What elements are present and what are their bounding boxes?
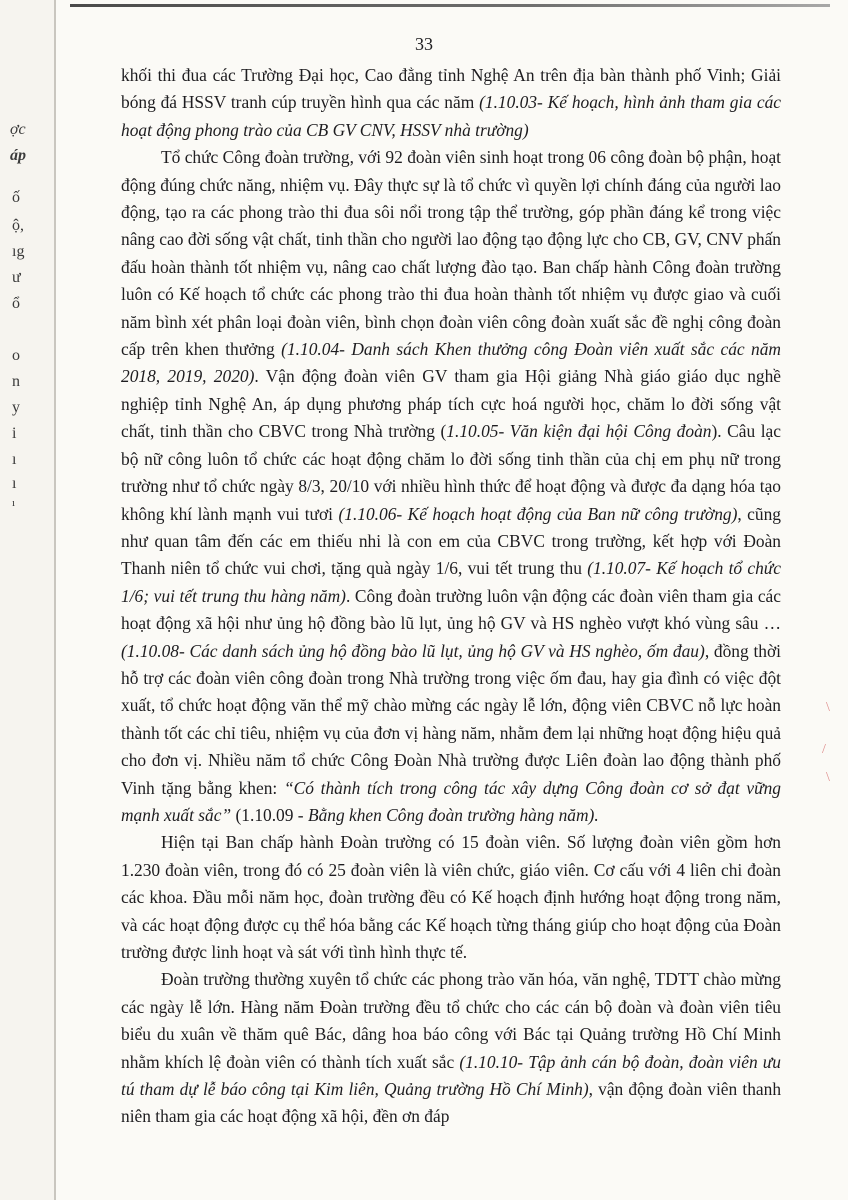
evidence-reference: (1.10.07- Kế hoạch tổ chức 1/6; vui tết trung thu hàng năm) (121, 558, 781, 606)
evidence-reference: (1.10.04- Danh sách Khen thưởng công Đoàn viên xuất sắc các năm 2018, 2019, 2020) (121, 339, 781, 387)
margin-fragment: ı (12, 497, 16, 509)
paragraph (121, 144, 781, 829)
text-run: Tổ chức Công đoàn trường, với 92 đoàn viên sinh hoạt trong 06 công đoàn bộ phận, hoạt động đúng chức năng, nhiệm vụ. Đây thực sự là tổ chức vì quyền lợi chính đáng của người lao động, tạo ra các phong trào thi đua sôi nổi trong tập thể trường, góp phần đáng kể trong việc nâng cao đời sống vật chất, tinh thần cho người lao động tạo động lực cho CB, GV, CNV phấn đấu hoàn thành tốt nhiệm vụ, nâng cao chất lượng đào tạo. Ban chấp hành Công đoàn trường luôn có Kế hoạch tổ chức các phong trào thi đua hoàn thành tốt nhiệm vụ được giao và cuối năm bình xét phân loại đoàn viên, bình chọn đoàn viên công đoàn xuất sắc đề nghị công đoàn cấp trên khen thưởng (121, 147, 781, 360)
scan-top-edge (70, 4, 830, 7)
margin-fragment: ı (12, 451, 17, 468)
margin-fragment: y (12, 399, 20, 416)
evidence-reference: (1.10.03- Kế hoạch, hình ảnh tham gia các hoạt động phong trào của CB GV CNV, HSSV nhà trường) (121, 92, 781, 140)
text-run: Hiện tại Ban chấp hành Đoàn trường có 15 đoàn viên. Số lượng đoàn viên gồm hơn 1.230 đoàn viên, trong đó có 25 đoàn viên là viên chức, giáo viên. Cơ cấu với 4 liên chi đoàn các khoa. Đầu mỗi năm học, đoàn trường đều có Kế hoạch định hướng hoạt động trong năm, và các hoạt động được cụ thể hóa bằng các Kế hoạch từng tháng giúp cho hoạt động của Đoàn trường được linh hoạt và sát với tình hình thực tế. (121, 832, 781, 962)
text-run: . Vận động đoàn viên GV tham gia Hội giảng Nhà giáo giáo dục nghề nghiệp tỉnh Nghệ An, áp dụng phương pháp tích cực hoá người học, chăm lo đời sống vật chất, tinh thần cho CBVC trong Nhà trường ( (121, 366, 781, 442)
paragraph (121, 829, 781, 966)
evidence-reference: (1.10.06- Kế hoạch hoạt động của Ban nữ công trường) (338, 503, 738, 524)
paragraph (121, 62, 781, 144)
margin-fragment: ıg (12, 243, 25, 260)
evidence-reference: (1.10.10- Tập ảnh cán bộ đoàn, đoàn viên ưu tú tham dự lễ báo công tại Kim liên, Quảng trường Hồ Chí Minh) (121, 1051, 781, 1100)
margin-fragment: ợc (10, 121, 26, 138)
text-run: . Công đoàn trường luôn vận động các đoàn viên tham gia các hoạt động xã hội như ủng hộ đồng bào lũ lụt, ủng hộ GV và HS nghèo vượt khó vùng sâu … (121, 585, 781, 634)
body-text (121, 62, 781, 1131)
text-run: Đoàn trường thường xuyên tổ chức các phong trào văn hóa, văn nghệ, TDTT chào mừng các ngày lễ lớn. Hàng năm Đoàn trường đều tổ chức cho các cán bộ đoàn và đoàn viên tiêu biểu du xuân về thăm quê Bác, dâng hoa báo công với Bác tại Quảng trường Hồ Chí Minh nhằm khích lệ đoàn viên có thành tích xuất sắc (121, 969, 781, 1072)
scan-mark: \ (826, 700, 830, 715)
margin-fragment: áp (10, 147, 26, 164)
page-number: 33 (415, 34, 433, 54)
evidence-reference: (1.10.08- Các danh sách ủng hộ đồng bào lũ lụt, ủng hộ GV và HS nghèo, ốm đau) (121, 640, 705, 661)
margin-fragment: o (12, 347, 20, 364)
evidence-reference: “Có thành tích trong công tác xây dựng Công đoàn cơ sở đạt vững mạnh xuất sắc” (121, 777, 781, 825)
evidence-reference: 1.10.05- Văn kiện đại hội Công đoàn (446, 421, 712, 442)
text-run: , cũng như quan tâm đến các em thiếu nhi là con em của CBVC trong trường, kết hợp với Đoàn Thanh niên tổ chức vui chơi, tặng quà ngày 1/6, vui tết trung thu (121, 503, 781, 579)
text-run: , đồng thời hỗ trợ các đoàn viên công đoàn trong Nhà trường trong việc ốm đau, hay gia đình có việc đột xuất, tổ chức hoạt động văn thể mỹ chào mừng các ngày lễ lớn, động viên CBVC nỗ lực hoàn thành tốt các chỉ tiêu, nhiệm vụ của đơn vị hàng năm, nhằm đem lại những hoạt động hiệu quả cho đơn vị. Nhiều năm tổ chức Công Đoàn Nhà trường được Liên đoàn lao động thành phố Vinh tặng bằng khen: (121, 640, 782, 798)
paragraph (121, 966, 781, 1130)
margin-fragment: ı (12, 475, 17, 492)
text-run: khối thi đua các Trường Đại học, Cao đẳng tỉnh Nghệ An trên địa bàn thành phố Vinh; Giải bóng đá HSSV tranh cúp truyền hình qua các năm (121, 65, 781, 113)
margin-fragment: i (12, 425, 17, 442)
margin-fragment: ộ, (12, 217, 24, 234)
margin-fragment: ư (12, 269, 21, 286)
scan-mark: / (822, 742, 826, 757)
previous-page-margin (0, 0, 54, 1200)
margin-fragment: n (12, 373, 20, 390)
margin-fragment: ố (12, 189, 20, 206)
text-run: ). Câu lạc bộ nữ công luôn tổ chức các hoạt động chăm lo đời sống tinh thần của chị em phụ nữ trong trường như tổ chức ngày 8/3, 20/10 với nhiều hình thức để hoạt động và được đa dạng hóa tạo không khí lành mạnh vui tươi (121, 421, 781, 524)
text-run: , vận động đoàn viên thanh niên tham gia các hoạt động xã hội, đền ơn đáp (121, 1079, 782, 1127)
evidence-reference: Bằng khen Công đoàn trường hàng năm). (307, 804, 599, 825)
scan-mark: \ (826, 770, 830, 785)
margin-fragment: ổ (12, 295, 20, 312)
text-run: (1.10.09 - (231, 804, 308, 825)
